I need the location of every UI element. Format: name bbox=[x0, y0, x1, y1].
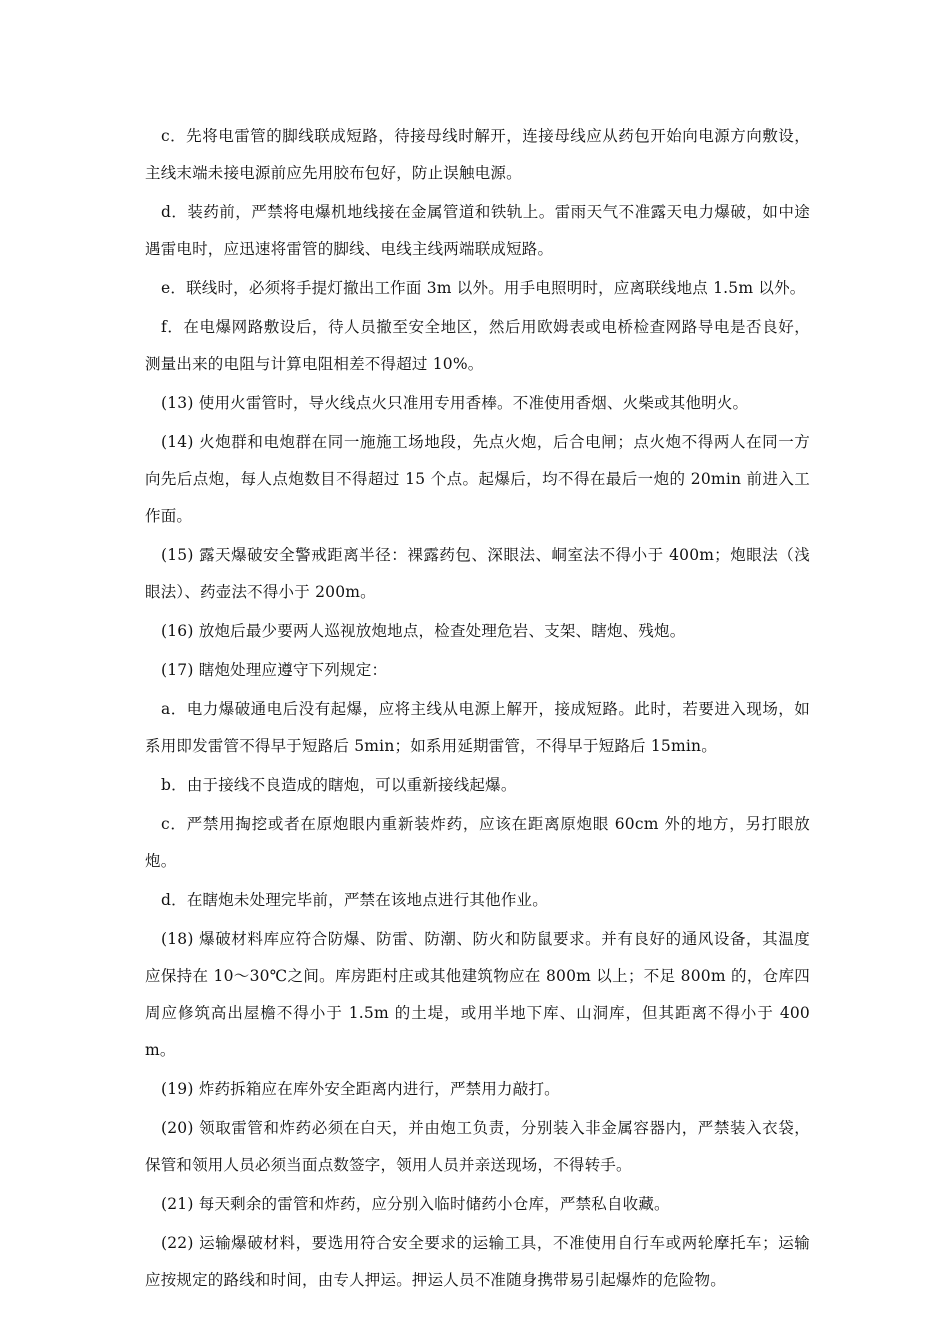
paragraph-c-short-circuit: c．先将电雷管的脚线联成短路，待接母线时解开，连接母线应从药包开始向电源方向敷设，主线末端未接电源前应先用胶布包好，防止误触电源。 bbox=[145, 127, 810, 182]
paragraph-17: (17) 瞎炮处理应遵守下列规定： bbox=[161, 661, 388, 679]
paragraph-18: (18) 爆破材料库应符合防爆、防雷、防潮、防火和防鼠要求。并有良好的通风设备，其温度应保持在 10～30℃之间。库房距村庄或其他建筑物应在 800m 以上；不足 800m 的，仓库四周应修筑高出屋檐不得小于 1.5m 的土堤，或用半地下库、山洞库，但其距离不得小于 400m。 bbox=[145, 930, 810, 1059]
paragraph-17-d: d．在瞎炮未处理完毕前，严禁在该地点进行其他作业。 bbox=[161, 891, 548, 909]
paragraph-e-wiring: e．联线时，必须将手提灯撤出工作面 3m 以外。用手电照明时，应离联线地点 1.5m 以外。 bbox=[161, 279, 806, 297]
paragraph-15: (15) 露天爆破安全警戒距离半径：裸露药包、深眼法、峒室法不得小于 400m；炮眼法（浅眼法）、药壶法不得小于 200m。 bbox=[145, 546, 810, 601]
paragraph-16: (16) 放炮后最少要两人巡视放炮地点，检查处理危岩、支架、瞎炮、残炮。 bbox=[161, 622, 686, 640]
paragraph-14: (14) 火炮群和电炮群在同一施施工场地段，先点火炮，后合电闸；点火炮不得两人在同一方向先后点炮，每人点炮数目不得超过 15 个点。起爆后，均不得在最后一炮的 20min 前进入工作面。 bbox=[145, 433, 810, 525]
paragraph-f-network-check: f．在电爆网路敷设后，待人员撤至安全地区，然后用欧姆表或电桥检查网路导电是否良好，测量出来的电阻与计算电阻相差不得超过 10%。 bbox=[145, 318, 810, 373]
paragraph-13: (13) 使用火雷管时，导火线点火只准用专用香棒。不准使用香烟、火柴或其他明火。 bbox=[161, 394, 749, 412]
document-body bbox=[145, 118, 810, 1301]
paragraph-d-charging: d．装药前，严禁将电爆机地线接在金属管道和铁轨上。雷雨天气不准露天电力爆破，如中途遇雷电时，应迅速将雷管的脚线、电线主线两端联成短路。 bbox=[145, 203, 810, 258]
paragraph-20: (20) 领取雷管和炸药必须在白天，并由炮工负责，分别装入非金属容器内，严禁装入衣袋，保管和领用人员必须当面点数签字，领用人员并亲送现场，不得转手。 bbox=[145, 1119, 810, 1174]
paragraph-17-b: b．由于接线不良造成的瞎炮，可以重新接线起爆。 bbox=[161, 776, 517, 794]
paragraph-17-a: a．电力爆破通电后没有起爆，应将主线从电源上解开，接成短路。此时，若要进入现场，如系用即发雷管不得早于短路后 5min；如系用延期雷管，不得早于短路后 15min。 bbox=[145, 700, 810, 755]
paragraph-21: (21) 每天剩余的雷管和炸药，应分别入临时储药小仓库，严禁私自收藏。 bbox=[161, 1195, 670, 1213]
paragraph-19: (19) 炸药拆箱应在库外安全距离内进行，严禁用力敲打。 bbox=[161, 1080, 560, 1098]
paragraph-22: (22) 运输爆破材料，要选用符合安全要求的运输工具，不准使用自行车或两轮摩托车；运输应按规定的路线和时间，由专人押运。押运人员不准随身携带易引起爆炸的危险物。 bbox=[145, 1234, 810, 1289]
paragraph-17-c: c．严禁用掏挖或者在原炮眼内重新装炸药，应该在距离原炮眼 60cm 外的地方，另打眼放炮。 bbox=[145, 815, 810, 870]
